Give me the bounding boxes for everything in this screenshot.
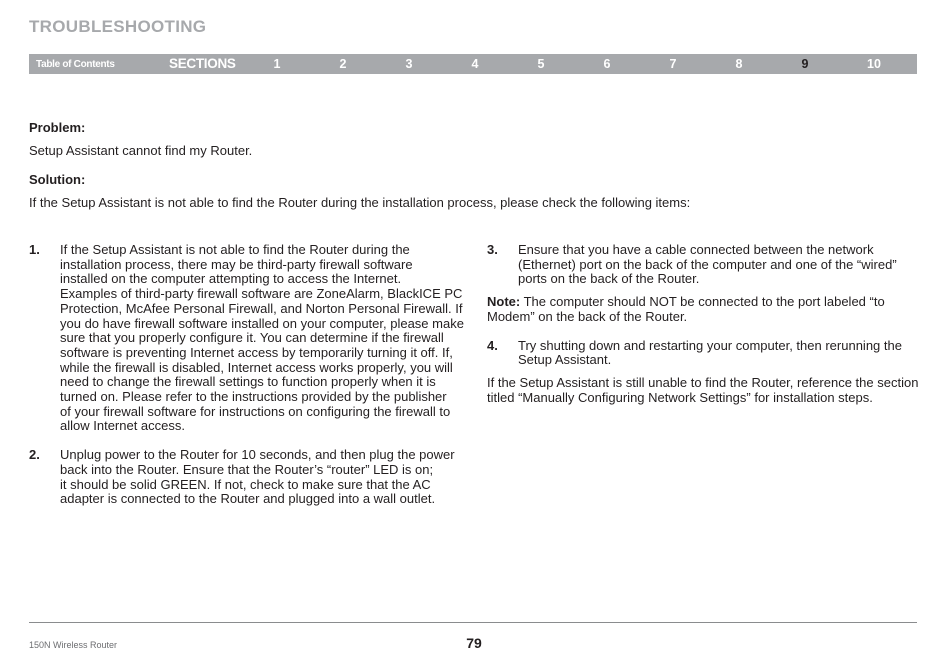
note-paragraph xyxy=(487,295,922,324)
nav-section-9[interactable]: 9 xyxy=(801,57,809,71)
text-line: sure that you properly configure it. You can determine if the firewall xyxy=(60,330,444,346)
nav-section-4[interactable]: 4 xyxy=(471,57,479,71)
text-line: If the Setup Assistant is still unable to find the Router, reference the section xyxy=(487,374,919,390)
text-line: titled “Manually Configuring Network Settings” for installation steps. xyxy=(487,389,873,405)
text-line: If the Setup Assistant is not able to find the Router during the xyxy=(60,242,410,257)
text-line: turned on. Please refer to the instructions provided by the publisher xyxy=(60,389,447,405)
nav-section-8[interactable]: 8 xyxy=(735,57,743,71)
list-number: 1. xyxy=(29,242,40,257)
nav-section-6[interactable]: 6 xyxy=(603,57,611,71)
text-line: installed on the computer attempting to access the Internet. xyxy=(60,271,402,287)
text-line: installation process, there may be third-party firewall software xyxy=(60,256,413,272)
text-line: Protection, McAfee Personal Firewall, and Norton Personal Firewall. If xyxy=(60,300,463,316)
list-item-1 xyxy=(29,243,469,434)
footer-divider xyxy=(29,622,917,623)
problem-text: Setup Assistant cannot find my Router. xyxy=(29,143,253,158)
page-number: 79 xyxy=(466,635,482,651)
nav-section-5[interactable]: 5 xyxy=(537,57,545,71)
text-line: allow Internet access. xyxy=(60,418,186,434)
nav-section-1[interactable]: 1 xyxy=(273,57,281,71)
note-text: The computer should NOT be connected to the port labeled “to xyxy=(520,294,885,310)
list-item-4 xyxy=(487,339,922,368)
text-line: Examples of third-party firewall software are ZoneAlarm, BlackICE PC xyxy=(60,286,463,302)
text-line: Ensure that you have a cable connected between the network xyxy=(518,242,874,257)
list-item-3 xyxy=(487,243,922,287)
text-line: Setup Assistant. xyxy=(518,352,612,368)
text-line: you do have firewall software installed on your computer, please make xyxy=(60,315,464,331)
text-line: Try shutting down and restarting your computer, then rerunning the xyxy=(518,337,902,353)
list-number: 4. xyxy=(487,337,498,353)
solution-text: If the Setup Assistant is not able to find the Router during the installation process, please check the following items: xyxy=(29,195,691,210)
text-line: ports on the back of the Router. xyxy=(518,271,700,287)
text-line: of your firewall software for instructions on configuring the firewall to xyxy=(60,403,451,419)
text-line: (Ethernet) port on the back of the computer and one of the “wired” xyxy=(518,256,897,272)
note-text: Modem” on the back of the Router. xyxy=(487,308,688,324)
text-line: Unplug power to the Router for 10 seconds, and then plug the power xyxy=(60,447,455,463)
footer-product-name: 150N Wireless Router xyxy=(29,640,118,650)
list-item-2 xyxy=(29,448,469,507)
text-line: it should be solid GREEN. If not, check to make sure that the AC xyxy=(60,476,431,492)
list-item-text xyxy=(60,243,469,434)
nav-section-10[interactable]: 10 xyxy=(867,57,881,71)
problem-label: Problem: xyxy=(29,120,86,135)
nav-section-3[interactable]: 3 xyxy=(405,57,413,71)
nav-section-7[interactable]: 7 xyxy=(669,57,677,71)
text-line: adapter is connected to the Router and plugged into a wall outlet. xyxy=(60,491,436,507)
page-header-title: TROUBLESHOOTING xyxy=(29,17,207,36)
list-item-text xyxy=(518,339,922,368)
left-column xyxy=(29,243,469,507)
section-nav-bar xyxy=(29,54,917,74)
nav-section-2[interactable]: 2 xyxy=(339,57,347,71)
sections-label: SECTIONS xyxy=(169,56,236,71)
table-of-contents-link[interactable]: Table of Contents xyxy=(36,59,115,70)
list-item-text xyxy=(518,243,922,287)
list-number: 3. xyxy=(487,242,498,257)
closing-paragraph xyxy=(487,376,922,405)
text-line: back into the Router. Ensure that the Router’s “router” LED is on; xyxy=(60,461,434,477)
list-number: 2. xyxy=(29,447,40,463)
list-item-text xyxy=(60,448,469,507)
text-line: while the firewall is disabled, Internet access works properly, you will xyxy=(60,359,453,375)
text-line: need to change the firewall settings to function properly when it is xyxy=(60,374,436,390)
note-label: Note: xyxy=(487,294,521,310)
solution-label: Solution: xyxy=(29,172,86,187)
right-column xyxy=(487,243,922,405)
text-line: software is preventing Internet access by temporarily turning it off. If, xyxy=(60,344,453,360)
